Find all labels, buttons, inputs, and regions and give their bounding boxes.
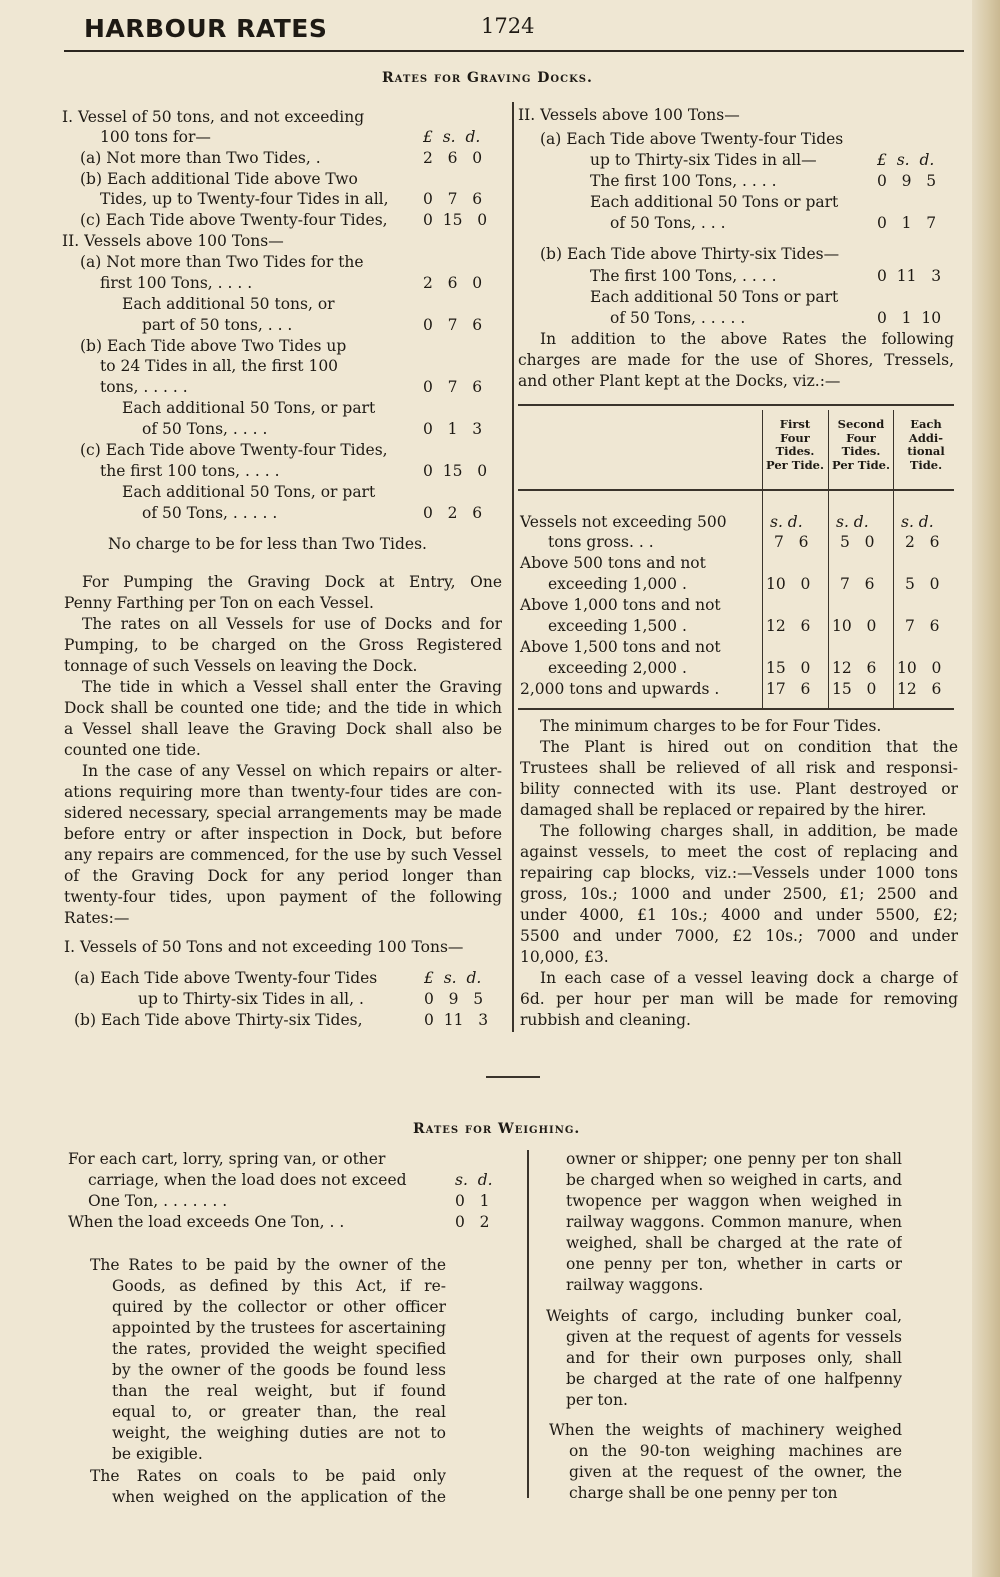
paragraph-line: Goods, as defined by this Act, if re- (112, 1277, 446, 1295)
amount: 0 9 5 (424, 990, 484, 1008)
paragraph-line: The minimum charges to be for Four Tides. (540, 717, 882, 735)
table-header-rule (518, 489, 954, 491)
rate-line: Each additional 50 Tons, or part (122, 483, 376, 501)
row-label: 2,000 tons and upwards . (520, 680, 720, 698)
page-number: 1724 (481, 14, 535, 38)
paragraph-line: In addition to the above Rates the following (540, 330, 954, 348)
row-label: exceeding 1,500 . (548, 617, 687, 635)
paragraph-line: weight, the weighing duties are not to (112, 1424, 446, 1442)
table-value: 5 0 (840, 533, 875, 551)
table-value: 12 6 (766, 617, 811, 635)
paragraph-line: railway waggons. Common manure, when (566, 1213, 902, 1231)
unit-label: s. d. (901, 513, 934, 531)
paragraph-line: twopence per waggon when weighed in (566, 1192, 902, 1210)
paragraph-line: equal to, or greater than, the real (112, 1403, 446, 1421)
header-rule (64, 50, 964, 52)
paragraph-line: against vessels, to meet the cost of replacing and (520, 843, 958, 861)
amount: 0 15 0 (423, 462, 488, 480)
rate-line: first 100 Tons, . . . . (100, 274, 253, 292)
column-header: Tides. (841, 444, 881, 458)
table-top-rule (518, 404, 954, 406)
paragraph-line: under 4000, £1 10s.; 4000 and under 5500, £2; (520, 906, 958, 924)
row-label: exceeding 2,000 . (548, 659, 687, 677)
paragraph-line: ations requiring more than twenty-four tides are con- (64, 783, 502, 801)
paragraph-line: In the case of any Vessel on which repairs or alter- (82, 762, 502, 780)
rate-line: When the load exceeds One Ton, . . (68, 1213, 345, 1231)
paragraph-line: any repairs are commenced, for the use by such Vessel (64, 846, 502, 864)
table-value: 7 6 (905, 617, 940, 635)
paragraph-line: 10,000, £3. (520, 948, 609, 966)
rate-line: up to Thirty-six Tides in all, . (138, 990, 364, 1008)
rate-line: (a) Not more than Two Tides for the (80, 253, 364, 271)
column-header: Tide. (909, 457, 943, 472)
amount: 0 1 (455, 1192, 490, 1210)
amount: 0 1 7 (877, 214, 937, 232)
table-value: 12 6 (897, 680, 942, 698)
rate-line: carriage, when the load does not exceed (88, 1171, 407, 1189)
paragraph-line: rubbish and cleaning. (520, 1011, 691, 1029)
weighing-column-divider (527, 1150, 529, 1498)
graving-heading: Rates for Graving Docks. (382, 70, 593, 86)
paragraph-line: appointed by the trustees for ascertaining (112, 1319, 446, 1337)
paragraph-line: tonnage of such Vessels on leaving the Dock. (64, 657, 418, 675)
paragraph-line: given at the request of agents for vessels (566, 1328, 902, 1346)
table-value: 15 0 (766, 659, 811, 677)
rate-line: Each additional 50 Tons, or part (122, 399, 376, 417)
row-label: Above 1,000 tons and not (520, 596, 721, 614)
paragraph-line: be exigible. (112, 1445, 203, 1463)
column-header: First (779, 417, 811, 431)
paragraph-line: charge shall be one penny per ton (569, 1484, 838, 1502)
table-value: 12 6 (832, 659, 877, 677)
amount: 0 11 3 (877, 267, 942, 285)
column-header: Four (846, 430, 876, 445)
rate-line: II. Vessels above 100 Tons— (518, 106, 740, 124)
table-value: 17 6 (766, 680, 811, 698)
rate-line: of 50 Tons, . . . . (142, 420, 268, 438)
paragraph-line: Dock shall be counted one tide; and the tide in which (64, 699, 502, 717)
paragraph-line: The Plant is hired out on condition that the (540, 738, 958, 756)
rate-line: I. Vessel of 50 tons, and not exceeding (62, 108, 365, 126)
table-value: 7 6 (840, 575, 875, 593)
paragraph-line: quired by the collector or other officer (112, 1298, 446, 1316)
paragraph-line: of the Graving Dock for any period longer than (64, 867, 502, 885)
table-column-rule (828, 410, 829, 708)
rate-line: For each cart, lorry, spring van, or other (68, 1150, 386, 1168)
table-column-rule (762, 410, 763, 708)
page-title: HARBOUR RATES (84, 14, 328, 43)
amount: 0 1 10 (877, 309, 942, 327)
paragraph-line: In each case of a vessel leaving dock a charge of (540, 969, 958, 987)
rate-line: II. Vessels above 100 Tons— (62, 232, 284, 250)
table-value: 10 0 (897, 659, 942, 677)
paragraph-line: Penny Farthing per Ton on each Vessel. (64, 594, 374, 612)
paragraph-line: Weights of cargo, including bunker coal, (546, 1307, 902, 1325)
rate-line: of 50 Tons, . . . . . (610, 309, 746, 327)
amount: 0 2 6 (423, 504, 483, 522)
paragraph-line: When the weights of machinery weighed (549, 1421, 902, 1439)
paragraph-line: repairing cap blocks, viz.:—Vessels under 1000 tons (520, 864, 958, 882)
rate-line: to 24 Tides in all, the first 100 (100, 357, 339, 375)
section-rule (486, 1076, 540, 1078)
paragraph-line: be charged when so weighed in carts, and (566, 1171, 902, 1189)
column-header: Each (910, 417, 942, 431)
paragraph-line: Rates:— (64, 909, 130, 927)
rate-line: One Ton, . . . . . . . (88, 1192, 228, 1210)
paragraph-line: given at the request of the owner, the (569, 1463, 902, 1481)
row-label: exceeding 1,000 . (548, 575, 687, 593)
table-value: 15 0 (832, 680, 877, 698)
rate-line: Each additional 50 Tons or part (590, 288, 839, 306)
column-header: Per Tide. (765, 457, 824, 472)
unit-label: s. d. (836, 513, 869, 531)
paragraph-line: The Rates to be paid by the owner of the (90, 1256, 446, 1274)
amount-header: £ s. d. (424, 969, 482, 987)
rate-line: I. Vessels of 50 Tons and not exceeding 100 Tons— (64, 938, 464, 956)
rate-line: of 50 Tons, . . . . . (142, 504, 278, 522)
column-header: Addi- (908, 430, 944, 445)
amount: 0 7 6 (423, 378, 483, 396)
amount: 0 9 5 (877, 172, 937, 190)
paragraph-line: the rates, provided the weight specified (112, 1340, 446, 1358)
paragraph-line: before entry or after inspection in Dock, but before (64, 825, 502, 843)
rate-line: the first 100 tons, . . . . (100, 462, 280, 480)
rate-line: (c) Each Tide above Twenty-four Tides, (80, 441, 388, 459)
rate-line: Tides, up to Twenty-four Tides in all, (100, 190, 389, 208)
amount: 0 2 (455, 1213, 490, 1231)
table-value: 10 0 (832, 617, 877, 635)
paragraph-line: charges are made for the use of Shores, Tressels, (518, 351, 954, 369)
rate-line: (b) Each Tide above Two Tides up (80, 337, 347, 355)
paragraph-line: weighed, shall be charged at the rate of (566, 1234, 902, 1252)
paragraph-line: The rates on all Vessels for use of Docks and for (82, 615, 502, 633)
rate-line: of 50 Tons, . . . (610, 214, 726, 232)
rate-line: (c) Each Tide above Twenty-four Tides, (80, 211, 388, 229)
rate-line: (a) Not more than Two Tides, . (80, 149, 321, 167)
column-header: Four (780, 430, 810, 445)
rate-line: up to Thirty-six Tides in all— (590, 151, 817, 169)
paragraph-line: sidered necessary, special arrangements may be made (64, 804, 502, 822)
row-label: Vessels not exceeding 500 (520, 513, 727, 531)
amount: 0 7 6 (423, 190, 483, 208)
paragraph-line: Trustees shall be relieved of all risk and responsi- (520, 759, 958, 777)
column-header: tional (907, 444, 945, 458)
paragraph-line: The following charges shall, in addition, be made (540, 822, 958, 840)
table-value: 7 6 (774, 533, 809, 551)
paragraph-line: For Pumping the Graving Dock at Entry, One (82, 573, 502, 591)
paragraph-line: damaged shall be replaced or repaired by the hirer. (520, 801, 927, 819)
page-edge (972, 0, 1000, 1577)
rate-line: (b) Each additional Tide above Two (80, 170, 358, 188)
table-column-rule (893, 410, 894, 708)
paragraph-line: Pumping, to be charged on the Gross Registered (64, 636, 502, 654)
amount: 2 6 0 (423, 274, 483, 292)
rate-line: (b) Each Tide above Thirty-six Tides, (74, 1011, 363, 1029)
column-header: Per Tide. (831, 457, 890, 472)
column-header: Second (837, 417, 885, 431)
amount: 0 11 3 (424, 1011, 489, 1029)
row-label: tons gross. . . (548, 533, 654, 551)
paragraph-line: and other Plant kept at the Docks, viz.:— (518, 372, 841, 390)
rate-line: Each additional 50 Tons or part (590, 193, 839, 211)
paragraph-line: The tide in which a Vessel shall enter the Graving (82, 678, 502, 696)
paragraph-line: one penny per ton, whether in carts or (566, 1255, 902, 1273)
paragraph-line: and for their own purposes only, shall (566, 1349, 902, 1367)
paragraph-line: gross, 10s.; 1000 and under 2500, £1; 2500 and (520, 885, 958, 903)
paragraph-line: counted one tide. (64, 741, 201, 759)
paragraph-line: be charged at the rate of one halfpenny (566, 1370, 902, 1388)
amount: 0 7 6 (423, 316, 483, 334)
unit-label: s. d. (770, 513, 803, 531)
paragraph-line: a Vessel shall leave the Graving Dock shall also be (64, 720, 502, 738)
rate-line: The first 100 Tons, . . . . (590, 172, 777, 190)
column-divider (512, 102, 514, 1032)
column-header: Tides. (775, 444, 815, 458)
table-value: 10 0 (766, 575, 811, 593)
paragraph-line: on the 90-ton weighing machines are (569, 1442, 902, 1460)
paragraph-line: 6d. per hour per man will be made for removing (520, 990, 958, 1008)
table-value: 5 0 (905, 575, 940, 593)
paragraph-line: by the owner of the goods be found less (112, 1361, 446, 1379)
paragraph-line: 5500 and under 7000, £2 10s.; 7000 and under (520, 927, 958, 945)
amount-header: £ s. d. (877, 151, 935, 169)
rate-line: part of 50 tons, . . . (142, 316, 293, 334)
rate-line: (a) Each Tide above Twenty-four Tides (540, 130, 844, 148)
paragraph-line: owner or shipper; one penny per ton shall (566, 1150, 902, 1168)
weighing-heading: Rates for Weighing. (413, 1121, 581, 1137)
paragraph-line: The Rates on coals to be paid only (90, 1467, 446, 1485)
paragraph-line: than the real weight, but if found (112, 1382, 446, 1400)
row-label: Above 1,500 tons and not (520, 638, 721, 656)
paragraph-line: when weighed on the application of the (112, 1488, 446, 1506)
amount: 0 1 3 (423, 420, 483, 438)
amount-header: s. d. (455, 1171, 493, 1189)
rate-line: No charge to be for less than Two Tides. (108, 535, 427, 553)
paragraph-line: twenty-four tides, upon payment of the following (64, 888, 502, 906)
paragraph-line: per ton. (566, 1391, 628, 1409)
rate-line: The first 100 Tons, . . . . (590, 267, 777, 285)
rate-line: 100 tons for— (100, 128, 211, 146)
rate-line: (a) Each Tide above Twenty-four Tides (74, 969, 378, 987)
paragraph-line: bility connected with its use. Plant destroyed or (520, 780, 958, 798)
table-bottom-rule (518, 708, 954, 710)
amount-header: £ s. d. (423, 128, 481, 146)
row-label: Above 500 tons and not (520, 554, 706, 572)
table-value: 2 6 (905, 533, 940, 551)
paragraph-line: railway waggons. (566, 1276, 704, 1294)
amount: 0 15 0 (423, 211, 488, 229)
amount: 2 6 0 (423, 149, 483, 167)
rate-line: tons, . . . . . (100, 378, 188, 396)
rate-line: (b) Each Tide above Thirty-six Tides— (540, 245, 840, 263)
rate-line: Each additional 50 tons, or (122, 295, 335, 313)
